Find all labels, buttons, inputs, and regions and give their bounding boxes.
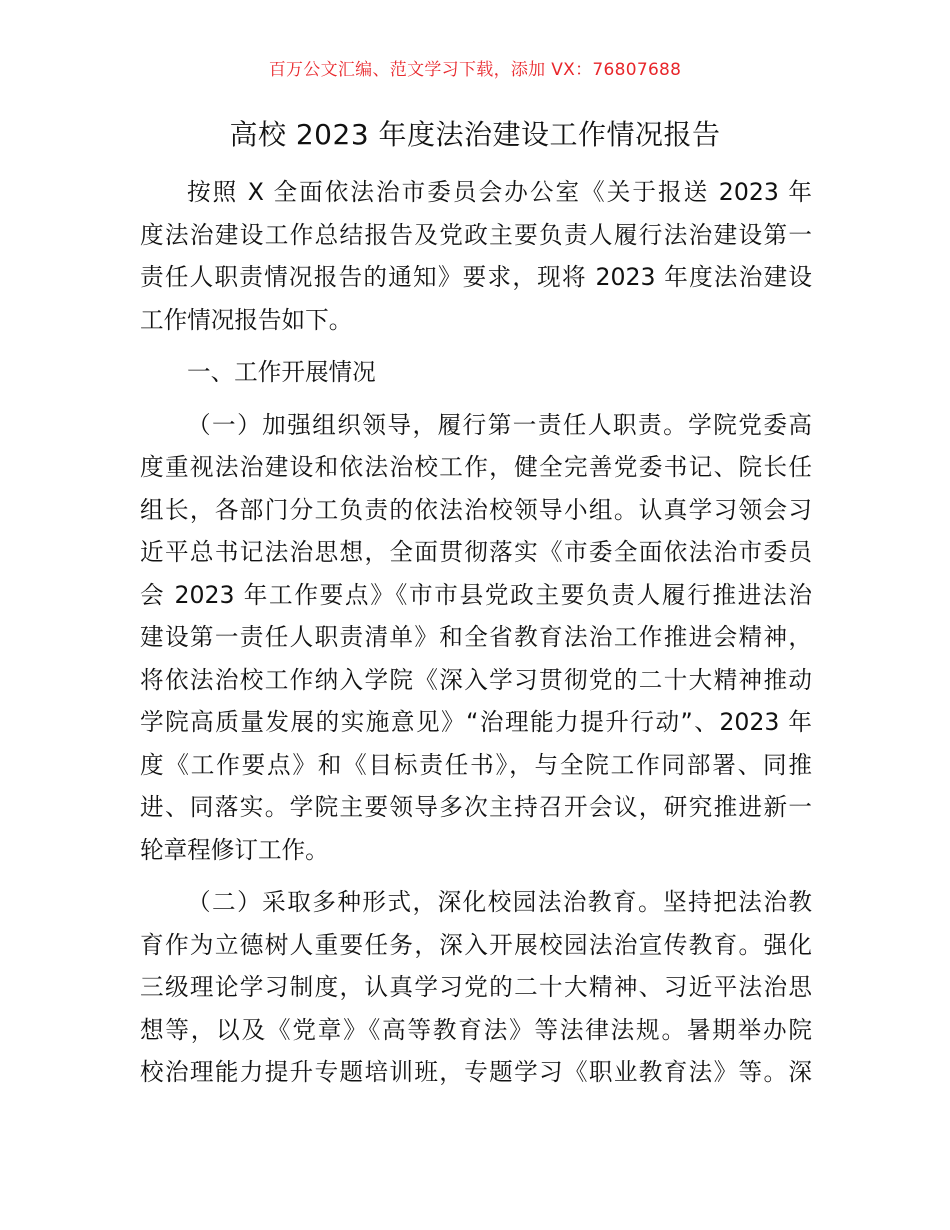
paragraph-2 xyxy=(140,881,812,1094)
paragraph-line: 将依法治校工作纳入学院《深入学习贯彻党的二十大精神推动 xyxy=(140,665,812,694)
paragraph-line: 度重视法治建设和依法治校工作，健全完善党委书记、院长任 xyxy=(140,453,812,481)
paragraph-line: 按照 X 全面依法治市委员会办公室《关于报送 2023 年 xyxy=(187,178,812,206)
paragraph-line: 育作为立德树人重要任务，深入开展校园法治宣传教育。强化 xyxy=(140,930,812,959)
paragraph-line: 学院高质量发展的实施意见》“治理能力提升行动”、2023 年 xyxy=(140,708,812,736)
paragraph-line: 校治理能力提升专题培训班，专题学习《职业教育法》等。深 xyxy=(140,1058,812,1086)
paragraph-line: 工作情况报告如下。 xyxy=(140,305,353,334)
paragraph-line: 近平总书记法治思想，全面贯彻落实《市委全面依法治市委员 xyxy=(140,538,812,566)
paragraph-line: （一）加强组织领导，履行第一责任人职责。学院党委高 xyxy=(187,410,812,439)
paragraph-line: 进、同落实。学院主要领导多次主持召开会议，研究推进新一 xyxy=(140,793,812,821)
paragraph-line: 度法治建设工作总结报告及党政主要负责人履行法治建设第一 xyxy=(140,220,812,249)
intro-paragraph xyxy=(140,171,812,341)
paragraph-line: 会 2023 年工作要点》《市市县党政主要负责人履行推进法治 xyxy=(140,580,812,609)
paragraph-line: 想等，以及《党章》《高等教育法》等法律法规。暑期举办院 xyxy=(140,1015,812,1044)
document-title: 高校 2023 年度法治建设工作情况报告 xyxy=(229,118,721,151)
paragraph-line: 责任人职责情况报告的通知》要求，现将 2023 年度法治建设 xyxy=(140,263,812,291)
paragraph-line: 度《工作要点》和《目标责任书》，与全院工作同部署、同推 xyxy=(140,750,812,779)
paragraph-line: 轮章程修订工作。 xyxy=(140,835,329,864)
paragraph-line: （二）采取多种形式，深化校园法治教育。坚持把法治教 xyxy=(187,888,812,916)
paragraph-line: 建设第一责任人职责清单》和全省教育法治工作推进会精神， xyxy=(140,623,812,651)
document-body xyxy=(140,171,812,1094)
paragraph-1 xyxy=(140,404,812,872)
paragraph-line: 组长，各部门分工负责的依法治校领导小组。认真学习领会习 xyxy=(140,495,812,524)
paragraph-line: 三级理论学习制度，认真学习党的二十大精神、习近平法治思 xyxy=(140,973,812,1001)
watermark-text: 百万公文汇编、范文学习下载，添加 VX：76807688 xyxy=(268,60,682,80)
section-heading: 一、工作开展情况 xyxy=(187,358,376,386)
